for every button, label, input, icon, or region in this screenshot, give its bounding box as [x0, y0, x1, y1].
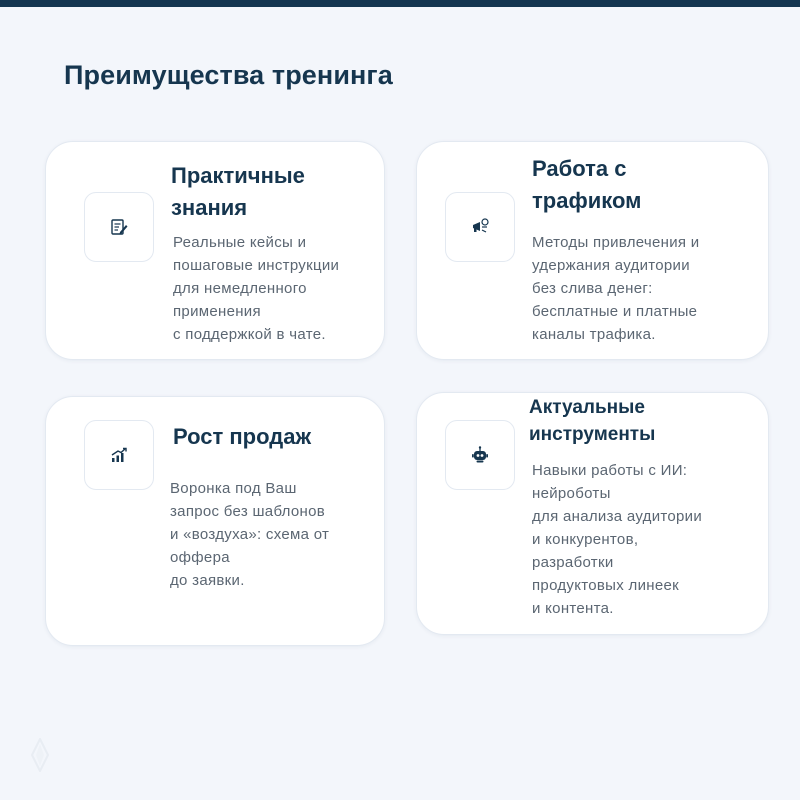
card-text: Воронка под Ваш запрос без шаблонов и «воздуха»: схема от оффера до заявки. [170, 480, 330, 589]
card-title: Актуальные инструменты [529, 397, 656, 445]
robot-icon [470, 445, 490, 465]
card-text: Методы привлечения и удержания аудитории без слива денег: бесплатные и платные каналы трафика. [532, 234, 700, 343]
card-current-tools [416, 392, 769, 635]
document-edit-icon [109, 217, 129, 237]
megaphone-icon [470, 217, 490, 237]
card-sales-growth [45, 396, 385, 646]
icon-box [445, 192, 515, 262]
card-title: Рост продаж [173, 424, 312, 449]
top-bar [0, 0, 800, 7]
icon-box [84, 192, 154, 262]
icon-box [84, 420, 154, 490]
card-title: Практичные знания [171, 163, 305, 220]
growth-chart-icon [109, 445, 129, 465]
card-practical-knowledge [45, 141, 385, 360]
card-text: Навыки работы с ИИ: нейроботы для анализа аудитории и конкурентов, разработки продуктовых линеек и контента. [532, 462, 703, 617]
icon-box [445, 420, 515, 490]
page-title: Преимущества тренинга [64, 60, 393, 90]
card-text: Реальные кейсы и пошаговые инструкции для немедленного применения с поддержкой в чате. [173, 234, 340, 343]
diamond-logo-icon [30, 738, 50, 772]
card-traffic [416, 141, 769, 360]
card-title: Работа с трафиком [532, 156, 642, 213]
